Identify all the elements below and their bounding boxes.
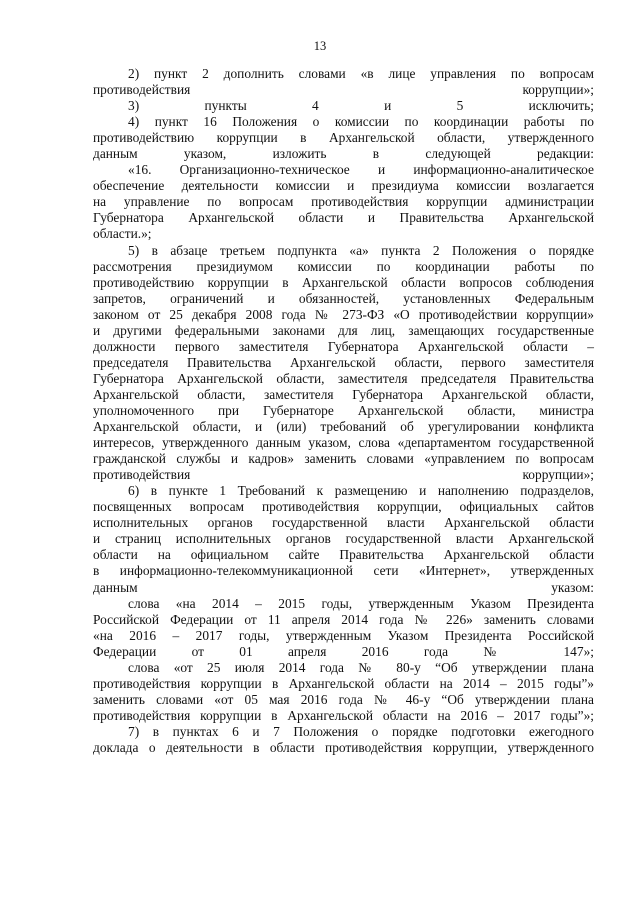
text-line: 7) в пунктах 6 и 7 Положения о порядке подготовки ежегодного bbox=[128, 723, 594, 739]
paragraph-item-2 bbox=[93, 66, 594, 98]
text-line: заменить словами «от 05 мая 2016 года № 46-у “Об утверждении плана bbox=[93, 691, 594, 707]
text-line: области.»; bbox=[93, 226, 152, 242]
text-line: исполнительных органов государственной власти Архангельской области bbox=[93, 515, 594, 531]
text-line: запретов, ограничений и обязанностей, установленных Федеральным bbox=[93, 290, 594, 306]
text-line: доклада о деятельности в области противодействия коррупции, утвержденного bbox=[93, 739, 594, 755]
text-line: обеспечение деятельности комиссии и президиума комиссии возлагается bbox=[93, 178, 594, 194]
text-line: 2) пункт 2 дополнить словами «в лице управления по вопросам bbox=[128, 66, 594, 81]
text-line: Архангельской области, и (или) требований об урегулировании конфликта bbox=[93, 419, 594, 435]
paragraph-item-6 bbox=[93, 483, 594, 595]
text-line: 6) в пункте 1 Требований к размещению и наполнению подразделов, bbox=[128, 483, 594, 499]
text-line: и страниц исполнительных органов государственной власти Архангельской bbox=[93, 531, 594, 547]
text-line: на управление по вопросам противодействия коррупции администрации bbox=[93, 194, 594, 210]
text-line: противодействия коррупции в Архангельской области на 2014 – 2015 годы”» bbox=[93, 675, 594, 691]
text-line: Губернатора Архангельской области и Правительства Архангельской bbox=[93, 210, 594, 226]
text-line: противодействия коррупции»; bbox=[93, 82, 594, 98]
text-line: 5) в абзаце третьем подпункта «а» пункта 2 Положения о порядке bbox=[128, 242, 594, 258]
text-line: интересов, утвержденного данным указом, слова «департаментом государственной bbox=[93, 435, 594, 451]
text-line: рассмотрения президиумом комиссии по координации работы по bbox=[93, 258, 594, 274]
page-number: 13 bbox=[313, 39, 327, 53]
text-line: противодействию коррупции в Архангельской области вопросов соблюдения bbox=[93, 274, 594, 290]
text-line: слова «на 2014 – 2015 годы, утвержденным Указом Президента bbox=[128, 595, 594, 611]
text-line: гражданской службы и кадров» заменить словами «управлением по вопросам bbox=[93, 451, 594, 467]
document-body bbox=[93, 66, 594, 756]
text-line: 4) пункт 16 Положения о комиссии по координации работы по bbox=[128, 114, 594, 130]
text-line: Архангельской области, заместителя Губернатора Архангельской области, bbox=[93, 386, 594, 402]
text-line: данным указом: bbox=[93, 579, 594, 595]
paragraph-item-5 bbox=[93, 243, 594, 484]
paragraph-item-3 bbox=[93, 98, 594, 114]
text-line: противодействия коррупции»; bbox=[93, 467, 594, 483]
text-line: Российской Федерации от 11 апреля 2014 года № 226» заменить словами bbox=[93, 611, 594, 627]
text-line: данным указом, изложить в следующей редакции: bbox=[93, 146, 594, 162]
text-line: противодействию коррупции в Архангельской области, утвержденного bbox=[93, 130, 594, 146]
text-line: председателя Правительства Архангельской области, первого заместителя bbox=[93, 354, 594, 370]
paragraph-words-replace-1 bbox=[93, 596, 594, 660]
text-line: законом от 25 декабря 2008 года № 273-ФЗ «О противодействии коррупции» bbox=[93, 306, 594, 322]
text-line: слова «от 25 июля 2014 года № 80-у “Об утверждении плана bbox=[128, 659, 594, 675]
paragraph-words-replace-2 bbox=[93, 660, 594, 724]
text-line: 3) пункты 4 и 5 исключить; bbox=[128, 98, 594, 114]
paragraph-item-4 bbox=[93, 114, 594, 162]
text-line: посвященных вопросам противодействия коррупции, официальных сайтов bbox=[93, 499, 594, 515]
paragraph-item-7 bbox=[93, 724, 594, 756]
text-line: «на 2016 – 2017 годы, утвержденным Указом Президента Российской bbox=[93, 627, 594, 643]
paragraph-item-16-quote bbox=[93, 162, 594, 242]
text-line: Губернатора Архангельской области, заместителя председателя Правительства bbox=[93, 370, 594, 386]
text-line: уполномоченного при Губернаторе Архангельской области, министра bbox=[93, 402, 594, 418]
text-line: и другими федеральными законами для лиц, замещающих государственные bbox=[93, 322, 594, 338]
text-line: в информационно-телекоммуникационной сети «Интернет», утвержденных bbox=[93, 563, 594, 579]
text-line: Федерации от 01 апреля 2016 года № 147»; bbox=[93, 643, 594, 659]
text-line: должности первого заместителя Губернатора Архангельской области – bbox=[93, 338, 594, 354]
text-line: противодействия коррупции в Архангельской области на 2016 – 2017 годы”»; bbox=[93, 707, 594, 723]
text-line: «16. Организационно-техническое и информационно-аналитическое bbox=[128, 162, 594, 178]
text-line: области на официальном сайте Правительства Архангельской области bbox=[93, 547, 594, 563]
